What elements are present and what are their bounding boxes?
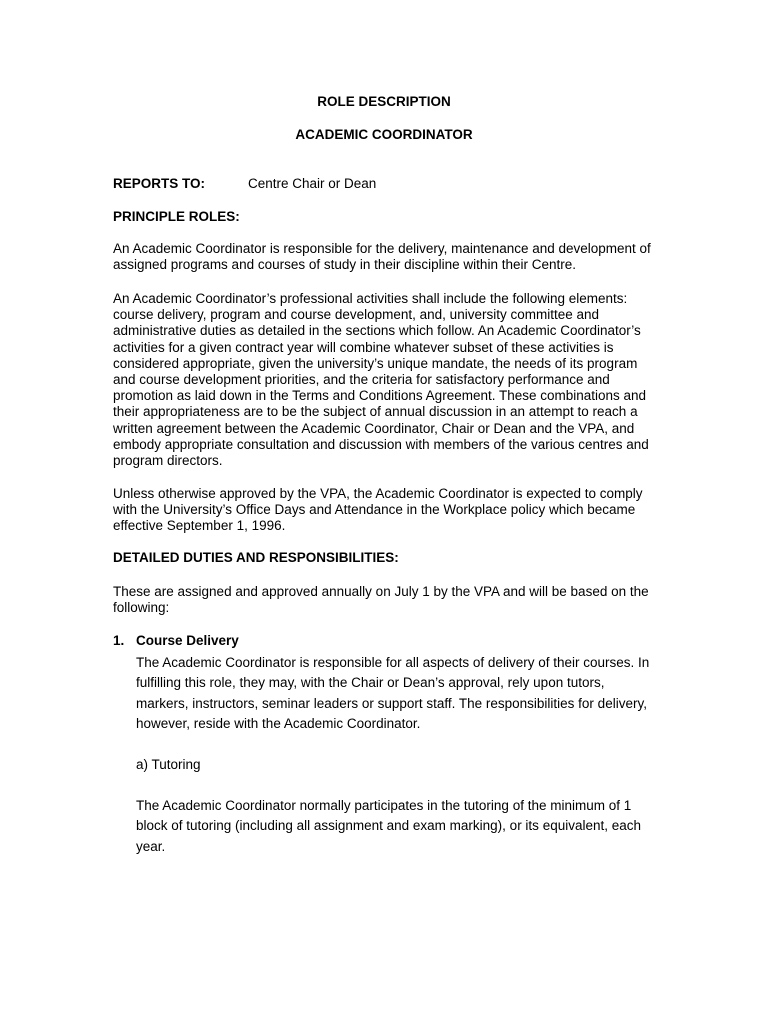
- reports-to-label: REPORTS TO:: [113, 176, 206, 191]
- section-course-delivery: [113, 633, 239, 649]
- subsection-tutoring: a) Tutoring: [136, 757, 201, 772]
- section-title: Course Delivery: [136, 633, 239, 648]
- paragraph-principle-3: Unless otherwise approved by the VPA, the Academic Coordinator is expected to comply with the University’s Office Days and Attendance in the Workplace policy which became effective September 1, 1996.: [113, 486, 643, 534]
- section-number: 1.: [113, 633, 125, 648]
- section-heading: [113, 633, 239, 649]
- paragraph-detailed-intro: These are assigned and approved annually on July 1 by the VPA and will be based on the following:: [113, 584, 649, 616]
- detailed-duties-heading: DETAILED DUTIES AND RESPONSIBILITIES:: [113, 550, 399, 565]
- paragraph-principle-1: An Academic Coordinator is responsible for the delivery, maintenance and development of assigned programs and courses of study in their discipline within their Centre.: [113, 241, 651, 273]
- paragraph-tutoring: The Academic Coordinator normally participates in the tutoring of the minimum of 1 block of tutoring (including all assignment and exam marking), or its equivalent, each year.: [136, 798, 642, 854]
- principle-roles-heading: PRINCIPLE ROLES:: [113, 209, 240, 224]
- paragraph-principle-2: An Academic Coordinator’s professional activities shall include the following elements: course delivery, program and course development, and, university committee and administrative duties as detailed in the sections which follow. An Academic Coordinator’s activities for a given contract year will combine whatever subset of these activities is considered appropriate, given the university’s unique mandate, the needs of its program and course development priorities, and the criteria for satisfactory performance and promotion as laid down in the Terms and Conditions Agreement. These combinations and their appropriateness are to be the subject of annual discussion in an attempt to reach a written agreement between the Academic Coordinator, Chair or Dean and the VPA, and embody appropriate consultation and discussion with members of the various centres and program directors.: [113, 291, 649, 469]
- document-title: ROLE DESCRIPTION: [317, 94, 451, 109]
- document-subtitle: ACADEMIC COORDINATOR: [295, 127, 473, 142]
- reports-to-value: Centre Chair or Dean: [248, 176, 377, 191]
- paragraph-course-delivery: The Academic Coordinator is responsible for all aspects of delivery of their courses. In fulfilling this role, they may, with the Chair or Dean’s approval, rely upon tutors, markers, instructors, seminar leaders or support staff. The responsibilities for delivery, however, reside with the Academic Coordinator.: [136, 655, 650, 732]
